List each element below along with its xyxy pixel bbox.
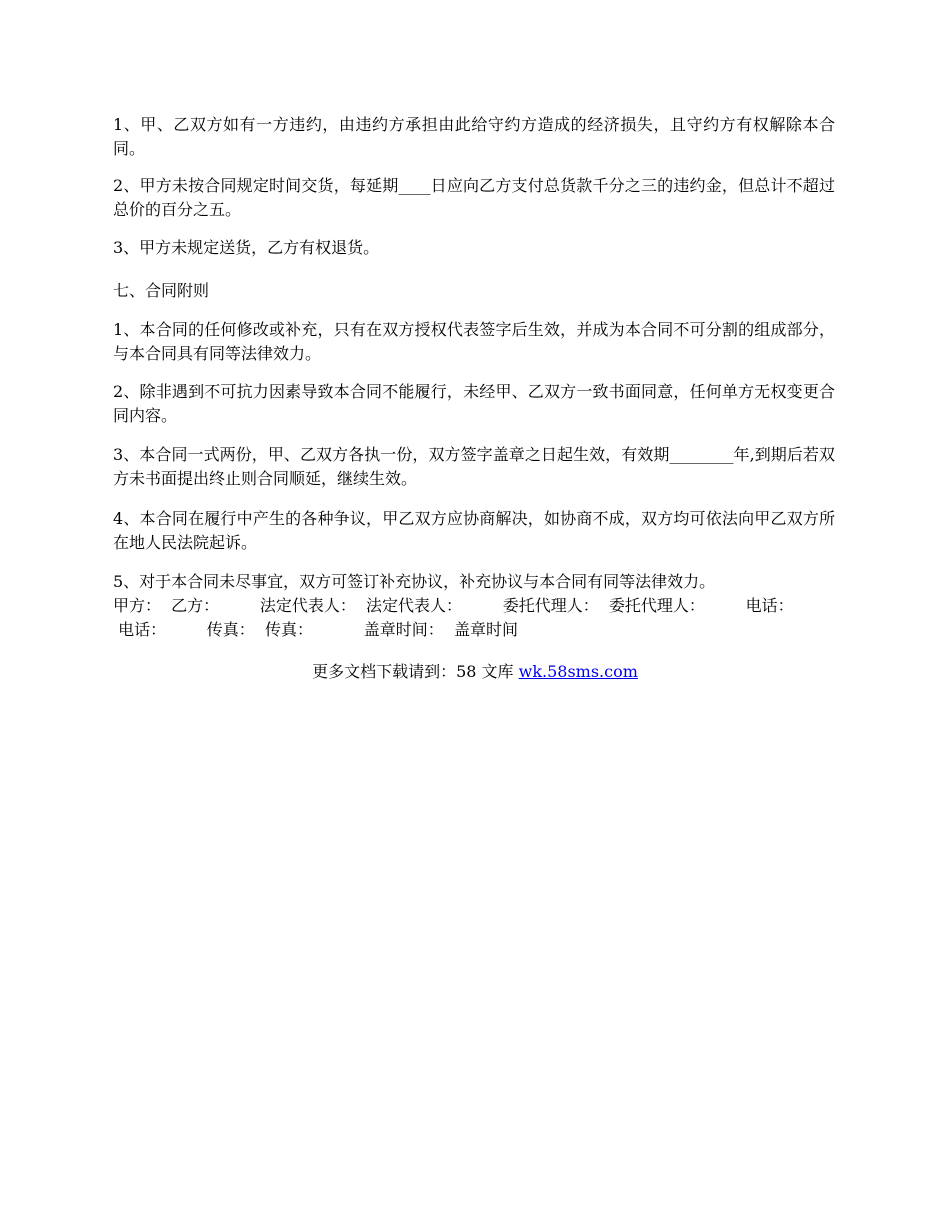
clause-paragraph: 2、除非遇到不可抗力因素导致本合同不能履行，未经甲、乙双方一致书面同意，任何单方无权变更合同内容。: [113, 382, 835, 425]
signature-line: 甲方： 乙方： 法定代表人： 法定代表人： 委托代理人： 委托代理人： 电话：: [113, 596, 794, 615]
clause-paragraph: 2、甲方未按合同规定时间交货，每延期____日应向乙方支付总货款千分之三的违约金，但总计不超过总价的百分之五。: [113, 176, 835, 219]
download-footer: [0, 660, 950, 684]
clause-paragraph: 1、本合同的任何修改或补充，只有在双方授权代表签字后生效，并成为本合同不可分割的组成部分，与本合同具有同等法律效力。: [113, 320, 835, 363]
clause-paragraph: 5、对于本合同未尽事宜，双方可签订补充协议，补充协议与本合同有同等法律效力。: [113, 572, 716, 591]
section-heading: 七、合同附则: [113, 281, 210, 300]
clause-paragraph: 1、甲、乙双方如有一方违约，由违约方承担由此给守约方造成的经济损失，且守约方有权解除本合同。: [113, 115, 835, 158]
footer-text: 更多文档下载请到：58 文库: [312, 662, 519, 681]
clause-paragraph: 3、本合同一式两份，甲、乙双方各执一份，双方签字盖章之日起生效，有效期________年,到期后若双方未书面提出终止则合同顺延，继续生效。: [113, 445, 835, 488]
signature-line: 电话： 传真： 传真： 盖章时间： 盖章时间: [113, 620, 518, 639]
clause-paragraph: 4、本合同在履行中产生的各种争议，甲乙双方应协商解决，如协商不成，双方均可依法向甲乙双方所在地人民法院起诉。: [113, 509, 835, 552]
footer-link[interactable]: wk.58sms.com: [518, 662, 638, 681]
clause-paragraph: 3、甲方未规定送货，乙方有权退货。: [113, 238, 380, 257]
